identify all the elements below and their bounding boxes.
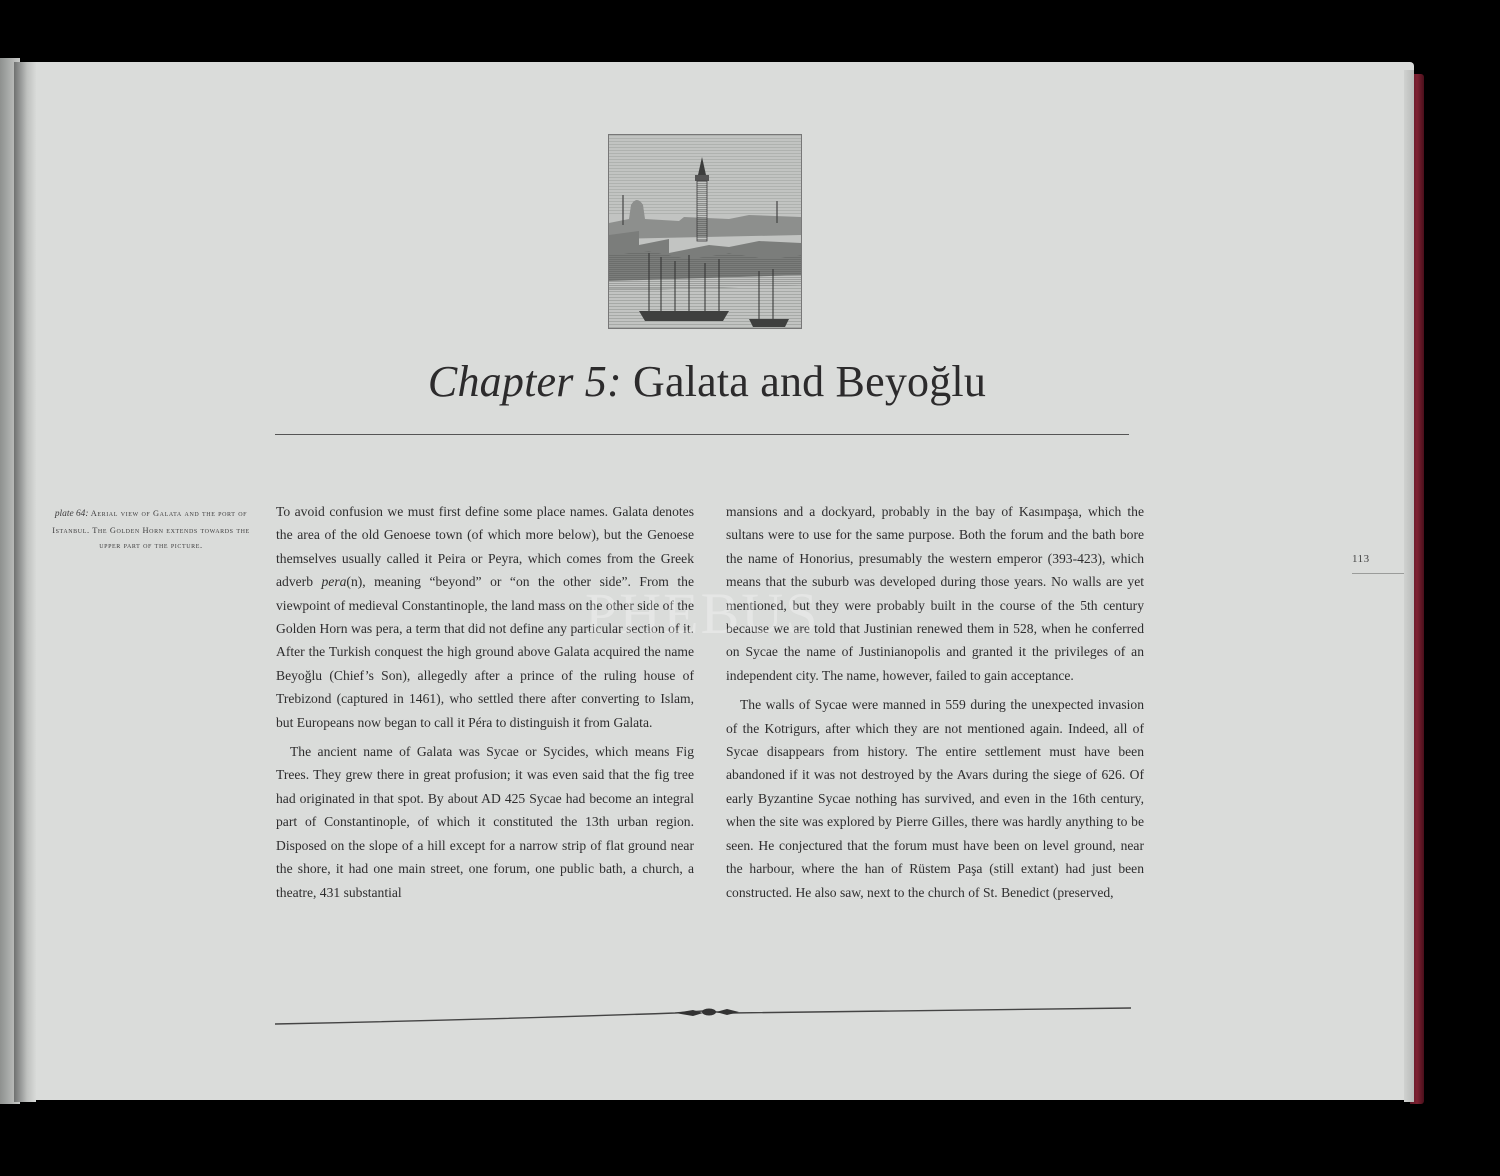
ornament-divider [275,1000,1131,1032]
paragraph-text: (n), meaning “beyond” or “on the other side”. From the viewpoint of medieval Constantinople, the land mass on the other side of the Golden Horn was pera, a term that did not define any particular section of it. After the Turkish conquest the high ground above Galata acquired the name Beyoğlu (Chief’s Son), allegedly after a prince of the ruling house of Trebizond (captured in 1461), who settled there after converting to Islam, but Europeans now began to call it Péra to distinguish it from Galata. [276,574,694,730]
plate-label: plate 64: [54,509,89,519]
page-number: 113 [1352,553,1370,565]
page-number-rule [1352,573,1404,574]
paragraph: mansions and a dockyard, probably in the bay of Kasımpaşa, which the sultans were to use for the same purpose. Both the forum and the bath bore the name of Honorius, presumably the western emperor (393-423), which means that the suburb was developed during those years. No walls are yet mentioned, but they were probably built in the course of the 5th century because we are told that Justinian renewed them in 528, when he conferred on Sycae the name of Justinianopolis and granted it the privileges of an independent city. The name, however, failed to gain acceptance. [726,504,1144,683]
paragraph-text: To avoid confusion we must first define some place names. Galata denotes the area of the old Genoese town (of which more below), but the Genoese themselves usually called it Peira or Peyra, which comes from the Greek adverb [276,504,694,590]
watermark: PHEBUS [585,581,820,646]
plate-caption-text: Aerial view of Galata and the port of Istanbul. The Golden Horn extends towards the upper part of the picture. [52,509,250,550]
chapter-number: Chapter 5: [427,357,622,406]
heading-rule [275,434,1129,435]
engraving-art [609,135,801,328]
paragraph [276,500,694,734]
paragraph: The ancient name of Galata was Sycae or Sycides, which means Fig Trees. They grew there in great profusion; it was even said that the fig tree had originated in that spot. By about AD 425 Sycae had become an integral part of Constantinople, of which it constituted the 13th urban region. Disposed on the slope of a hill except for a narrow strip of flat ground near the shore, it had one main street, one forum, one public bath, a church, a theatre, 431 substantial [276,744,694,900]
paragraph: The walls of Sycae were manned in 559 during the unexpected invasion of the Kotrigurs, after which they are not mentioned again. Indeed, all of Sycae disappears from history. The entire settlement must have been abandoned if it was not destroyed by the Avars during the siege of 626. Of early Byzantine Sycae nothing has survived, and even in the 16th century, when the site was explored by Pierre Gilles, there was hardly anything to be seen. He conjectured that the forum must have been on level ground, near the harbour, where the han of Rüstem Paşa (still extant) had just been constructed. He also saw, next to the church of St. Benedict (preserved, [726,697,1144,900]
emphasis-word: pera [321,574,347,590]
text-column-left [276,500,694,904]
page-stack-edge [1404,70,1414,1102]
book-gutter [14,62,36,1102]
chapter-heading [250,356,1164,407]
galata-engraving-illustration [608,134,802,329]
plate-caption [52,506,250,554]
chapter-title-text: Galata and Beyoğlu [633,357,987,406]
text-column-right [726,500,1144,904]
